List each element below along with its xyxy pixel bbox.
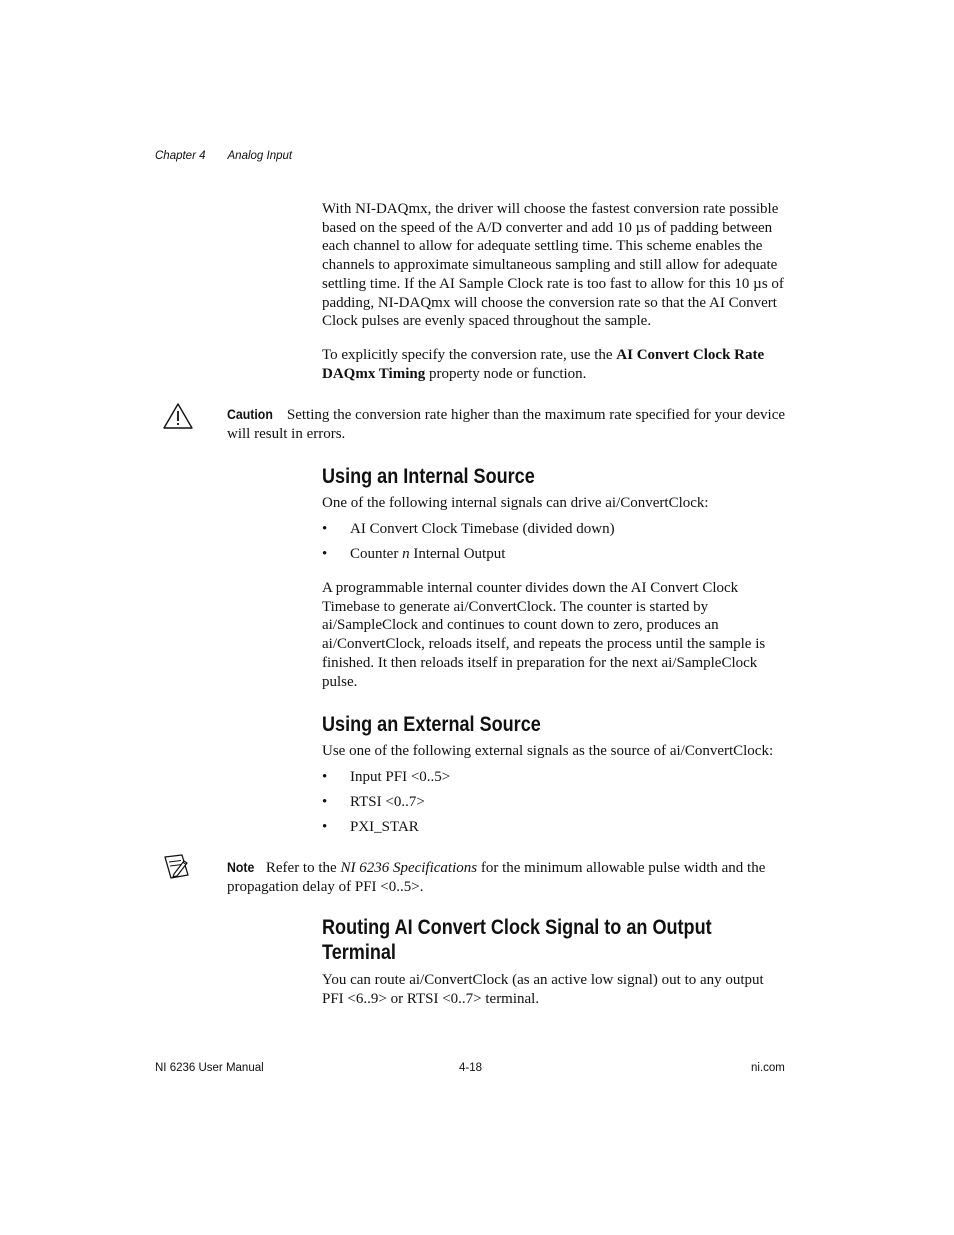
note-label: Note [227,859,255,875]
spec-document-title: NI 6236 Specifications [340,860,478,876]
conversion-rate-paragraph [322,346,788,383]
external-source-heading: Using an External Source [322,713,541,736]
footer-website: ni.com [751,1062,785,1074]
caution-paragraph [227,405,789,443]
footer-page-number: 4-18 [459,1062,483,1074]
note-text: Refer to the [265,860,341,876]
routing-heading-line: Routing AI Convert Clock Signal to an Output [322,916,712,939]
external-source-list [322,768,788,843]
list-item-text: Input PFI <0..5> [350,769,451,785]
caution-text: Setting the conversion rate higher than the maximum rate specified for your device will result in errors. [227,407,786,442]
list-item [322,768,788,793]
list-item-text: AI Convert Clock Timebase (divided down) [350,521,615,537]
note-paragraph [227,858,789,896]
list-item-text: Internal Output [409,546,506,562]
section-label: Analog Input [227,150,293,162]
list-item-text: PXI_STAR [350,819,419,835]
intro-paragraph: With NI-DAQmx, the driver will choose the fastest conversion rate possible based on the speed of the A/D converter and add 10 µs of padding between each channel to allow for adequate settling time. This scheme enables the channels to approximate simultaneous sampling and still allow for adequate settling time. If the AI Sample Clock rate is too fast to allow for this 10 µs of padding, NI-DAQmx will choose the conversion rate so that the AI Convert Clock pulses are evenly spaced throughout the sample. [322,201,784,330]
text-run: To explicitly specify the conversion rate, use the [322,347,617,363]
routing-paragraph: You can route ai/ConvertClock (as an active low signal) out to any output PFI <6..9> or RTSI <0..7> terminal. [322,972,764,1007]
bullet: • [322,546,328,562]
list-item-text: RTSI <0..7> [350,794,425,810]
counter-variable: n [402,546,410,562]
routing-heading [322,915,712,965]
list-item-text: Counter [350,546,403,562]
bullet: • [322,521,328,537]
routing-heading-line: Terminal [322,941,396,964]
caution-label: Caution [227,406,273,422]
running-header [155,150,292,162]
footer-manual-title: NI 6236 User Manual [155,1062,264,1074]
bullet: • [322,819,328,835]
property-name: AI Convert Clock Rate DAQmx Timing [322,347,765,382]
bullet: • [322,769,328,785]
list-item [322,520,788,545]
external-source-intro: Use one of the following external signals as the source of ai/ConvertClock: [322,743,774,759]
internal-source-heading: Using an Internal Source [322,465,535,488]
internal-source-paragraph: A programmable internal counter divides down the AI Convert Clock Timebase to generate ai/ConvertClock. The counter is started by ai/SampleClock and continues to count down to zero, produces an ai/ConvertClock, reloads itself, and repeats the process until the sample is finished. It then reloads itself in preparation for the next ai/SampleClock pulse. [322,580,766,690]
note-text: for the minimum allowable pulse width and the propagation delay of PFI <0..5>. [227,860,766,895]
list-item [322,545,788,570]
list-item [322,818,788,843]
note-pencil-icon [162,853,192,881]
chapter-label: Chapter 4 [155,150,206,162]
list-item [322,793,788,818]
warning-triangle-icon [162,402,194,430]
internal-source-intro: One of the following internal signals can drive ai/ConvertClock: [322,495,709,511]
bullet: • [322,794,328,810]
text-run: property node or function. [425,365,587,382]
internal-source-list [322,520,788,570]
